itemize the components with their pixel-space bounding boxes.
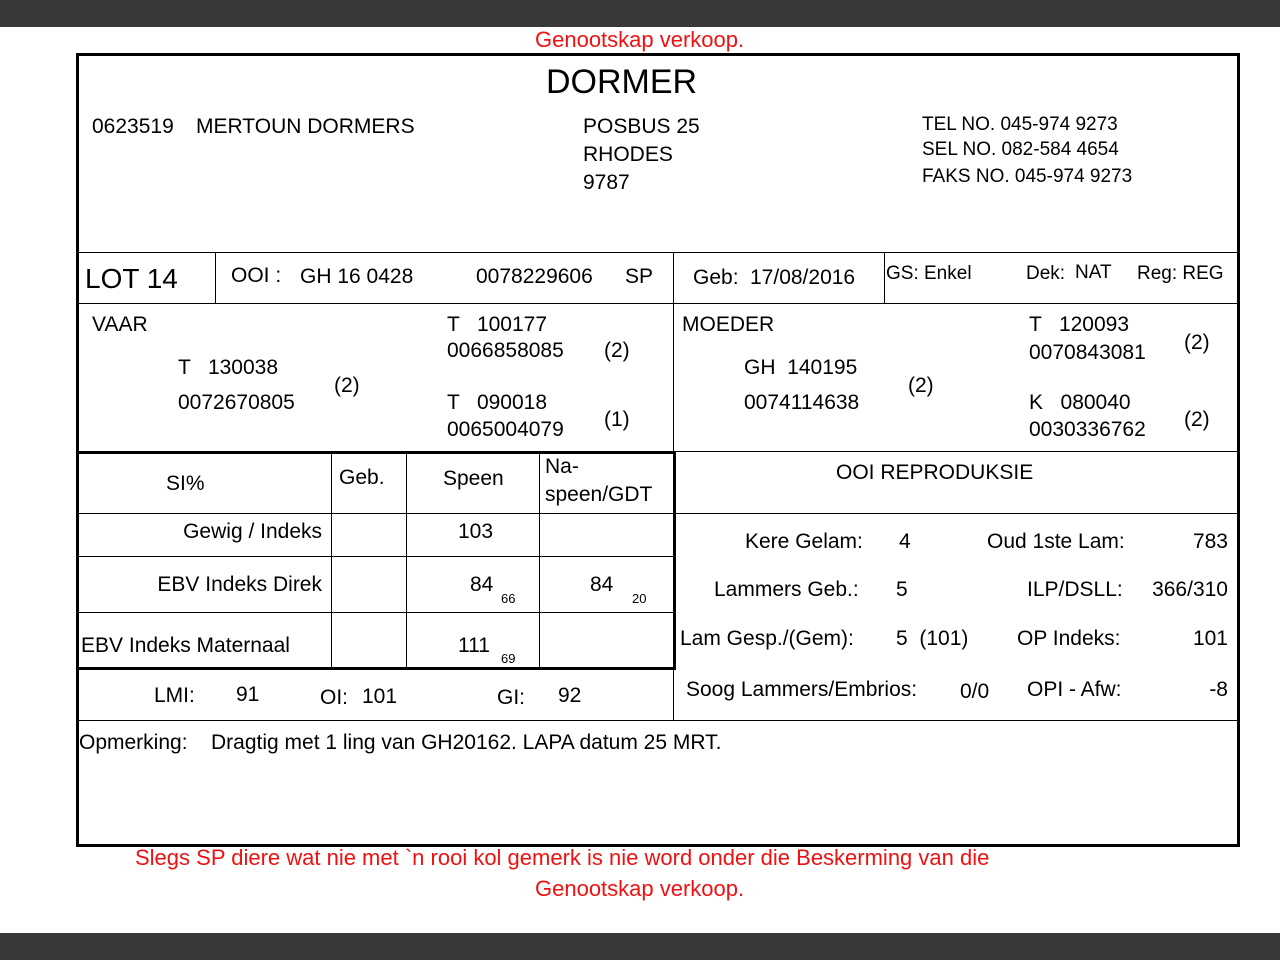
moeder-id: GH 140195 xyxy=(744,356,858,379)
ooi-label: OOI : xyxy=(231,264,282,287)
gs-value: GS: Enkel xyxy=(886,263,972,284)
vrule-si-right xyxy=(673,451,676,670)
rule-remark-top xyxy=(79,720,1237,721)
owner-sel: SEL NO. 082-584 4654 xyxy=(922,139,1119,160)
remark-label: Opmerking: xyxy=(79,731,188,754)
lot-label: LOT 14 xyxy=(85,263,178,294)
vaar-number: 0072670805 xyxy=(178,391,295,414)
frame-left xyxy=(76,53,79,847)
vaar-count: (2) xyxy=(334,374,360,397)
ilp-label: ILP/DSLL: xyxy=(1027,578,1123,601)
opi-value: -8 xyxy=(1209,678,1228,701)
op-value: 101 xyxy=(1192,627,1228,650)
owner-address-2: RHODES xyxy=(583,143,673,166)
oud-value: 783 xyxy=(1192,530,1228,553)
gi-value: 92 xyxy=(558,684,582,707)
gi-label: GI: xyxy=(497,686,526,709)
top-notice: Genootskap verkoop. xyxy=(535,27,745,52)
ooi-class: SP xyxy=(625,265,654,288)
op-label: OP Indeks: xyxy=(1017,627,1121,650)
owner-code: 0623519 xyxy=(92,115,174,138)
lammers-geb-label: Lammers Geb.: xyxy=(714,578,859,601)
owner-address-1: POSBUS 25 xyxy=(583,115,700,138)
vaar-dam-count: (1) xyxy=(604,408,630,431)
owner-address-3: 9787 xyxy=(583,171,630,194)
owner-tel: TEL NO. 045-974 9273 xyxy=(922,114,1118,135)
lammers-geb-value: 5 xyxy=(896,578,908,601)
rule-lot-top xyxy=(79,252,1237,253)
moeder-sire-id: T 120093 xyxy=(1029,313,1130,336)
moeder-sire-number: 0070843081 xyxy=(1029,341,1146,364)
rule-repro-top xyxy=(675,451,1237,452)
moeder-dam-id: K 080040 xyxy=(1029,391,1131,414)
dek-label: Dek: xyxy=(1026,263,1066,284)
lam-gesp-label: Lam Gesp./(Gem): xyxy=(680,627,854,650)
naspeen-header-2: speen/GDT xyxy=(545,483,653,506)
moeder-dam-number: 0030336762 xyxy=(1029,418,1146,441)
moeder-number: 0074114638 xyxy=(744,391,860,414)
row-gewig-label: Gewig / Indeks xyxy=(183,520,322,543)
bottom-dark-bar xyxy=(0,933,1280,960)
row-maternaal-label: EBV Indeks Maternaal xyxy=(81,634,290,657)
owner-name: MERTOUN DORMERS xyxy=(196,115,415,138)
row-maternaal-speen: 111 xyxy=(458,634,490,657)
vaar-sire-id: T 100177 xyxy=(447,313,548,336)
geb-header: Geb. xyxy=(339,466,385,489)
lmi-label: LMI: xyxy=(154,684,195,707)
kere-gelam-value: 4 xyxy=(899,530,911,553)
vaar-label: VAAR xyxy=(92,313,148,336)
rule-row2 xyxy=(79,612,673,613)
vaar-id: T 130038 xyxy=(178,356,279,379)
geb-value: 17/08/2016 xyxy=(750,266,856,289)
soog-value: 0/0 xyxy=(960,680,990,703)
breed-title: DORMER xyxy=(546,63,698,101)
naspeen-header-1: Na- xyxy=(545,455,579,478)
remark-text: Dragtig met 1 ling van GH20162. LAPA datum 25 MRT. xyxy=(211,731,722,754)
row-direk-naspeen: 84 xyxy=(590,573,614,596)
dek-value: NAT xyxy=(1075,262,1112,283)
rule-si-top xyxy=(79,451,675,454)
row-direk-naspeen-sub: 20 xyxy=(632,591,647,606)
row-direk-label: EBV Indeks Direk xyxy=(157,573,322,596)
si-header: SI% xyxy=(166,472,205,495)
vaar-dam-id: T 090018 xyxy=(447,391,548,414)
opi-label: OPI - Afw: xyxy=(1027,678,1122,701)
row-gewig-speen: 103 xyxy=(458,520,494,543)
vrule-lot xyxy=(215,252,216,303)
soog-label: Soog Lammers/Embrios: xyxy=(686,678,918,701)
vaar-sire-number: 0066858085 xyxy=(447,339,564,362)
vrule-gs xyxy=(884,252,885,303)
moeder-sire-count: (2) xyxy=(1184,331,1210,354)
kere-gelam-label: Kere Gelam: xyxy=(745,530,863,553)
vaar-sire-count: (2) xyxy=(604,339,630,362)
geb-label: Geb: xyxy=(693,266,739,289)
lam-gesp-value: 5 (101) xyxy=(896,627,969,650)
rule-si-bottom xyxy=(79,667,675,670)
rule-si-header xyxy=(79,513,1237,514)
rule-lot-bottom xyxy=(79,303,1237,304)
moeder-dam-count: (2) xyxy=(1184,408,1210,431)
bottom-notice-line1: Slegs SP diere wat nie met `n rooi kol gemerk is nie word onder die Beskerming van die xyxy=(135,845,990,870)
oud-label: Oud 1ste Lam: xyxy=(987,530,1125,553)
vrule-geb xyxy=(331,454,332,667)
row-direk-speen-sub: 66 xyxy=(501,591,516,606)
row-maternaal-speen-sub: 69 xyxy=(501,651,516,666)
moeder-label: MOEDER xyxy=(682,313,775,336)
vrule-naspeen xyxy=(539,454,540,667)
vaar-dam-number: 0065004079 xyxy=(447,418,564,441)
oi-value: 101 xyxy=(362,685,398,708)
oi-label: OI: xyxy=(320,686,349,709)
frame-right xyxy=(1237,53,1240,847)
lmi-value: 91 xyxy=(236,683,260,706)
rule-row1 xyxy=(79,556,673,557)
reg-value: Reg: REG xyxy=(1137,263,1224,284)
ooi-id: GH 16 0428 xyxy=(300,265,414,288)
moeder-count: (2) xyxy=(908,374,934,397)
ilp-value: 366/310 xyxy=(1152,578,1228,601)
repro-title: OOI REPRODUKSIE xyxy=(836,461,1034,484)
bottom-notice-line2: Genootskap verkoop. xyxy=(535,876,745,901)
top-dark-bar xyxy=(0,0,1280,27)
ooi-number: 0078229606 xyxy=(476,265,593,288)
speen-header: Speen xyxy=(443,467,504,490)
frame-top xyxy=(76,53,1240,56)
owner-faks: FAKS NO. 045-974 9273 xyxy=(922,166,1133,187)
row-direk-speen: 84 xyxy=(470,573,494,596)
vrule-speen xyxy=(406,454,407,667)
